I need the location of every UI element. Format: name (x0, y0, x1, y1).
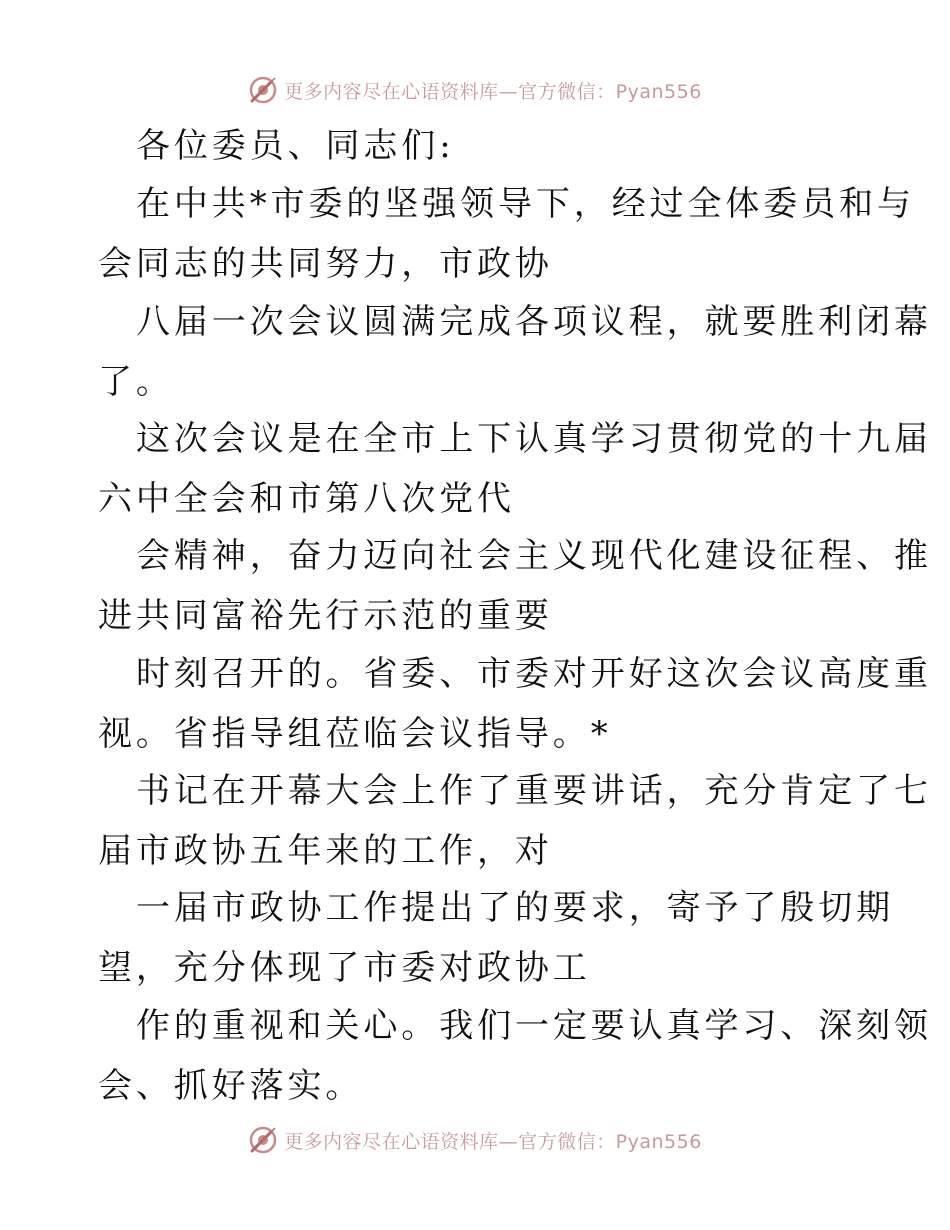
paragraph-line: 作的重视和关心。我们一定要认真学习、深刻领 (136, 1006, 932, 1046)
paragraph-line: 六中全会和市第八次党代 (98, 479, 515, 519)
paragraph-line: 进共同富裕先行示范的重要 (98, 596, 553, 636)
paragraph-line: 会、抓好落实。 (98, 1066, 364, 1106)
paragraph-line: 时刻召开的。省委、市委对开好这次会议高度重 (136, 654, 932, 694)
footer-watermark (0, 1122, 950, 1158)
paragraph-line: 书记在开幕大会上作了重要讲话，充分肯定了七 (136, 771, 932, 811)
paragraph-line: 视。省指导组莅临会议指导。* (98, 714, 612, 754)
paragraph-line: 会同志的共同努力，市政协 (98, 244, 553, 284)
watermark-text: 更多内容尽在心语资料库—官方微信：Pyan556 (284, 80, 702, 103)
paragraph-line: 在中共*市委的坚强领导下，经过全体委员和与 (136, 184, 915, 224)
pen-logo-icon (248, 1125, 278, 1155)
paragraph-line: 一届市政协工作提出了的要求，寄予了殷切期 (136, 888, 894, 928)
watermark-text: 更多内容尽在心语资料库—官方微信：Pyan556 (284, 1130, 702, 1153)
paragraph-line: 各位委员、同志们: (136, 126, 455, 166)
header-watermark (0, 72, 950, 108)
paragraph-line: 会精神，奋力迈向社会主义现代化建设征程、推 (136, 536, 932, 576)
pen-logo-icon (248, 75, 278, 105)
paragraph-line: 望，充分体现了市委对政协工 (98, 948, 591, 988)
paragraph-line: 届市政协五年来的工作，对 (98, 831, 553, 871)
paragraph-line: 八届一次会议圆满完成各项议程，就要胜利闭幕 (136, 302, 932, 342)
paragraph-line: 这次会议是在全市上下认真学习贯彻党的十九届 (136, 419, 932, 459)
paragraph-line: 了。 (98, 362, 174, 402)
